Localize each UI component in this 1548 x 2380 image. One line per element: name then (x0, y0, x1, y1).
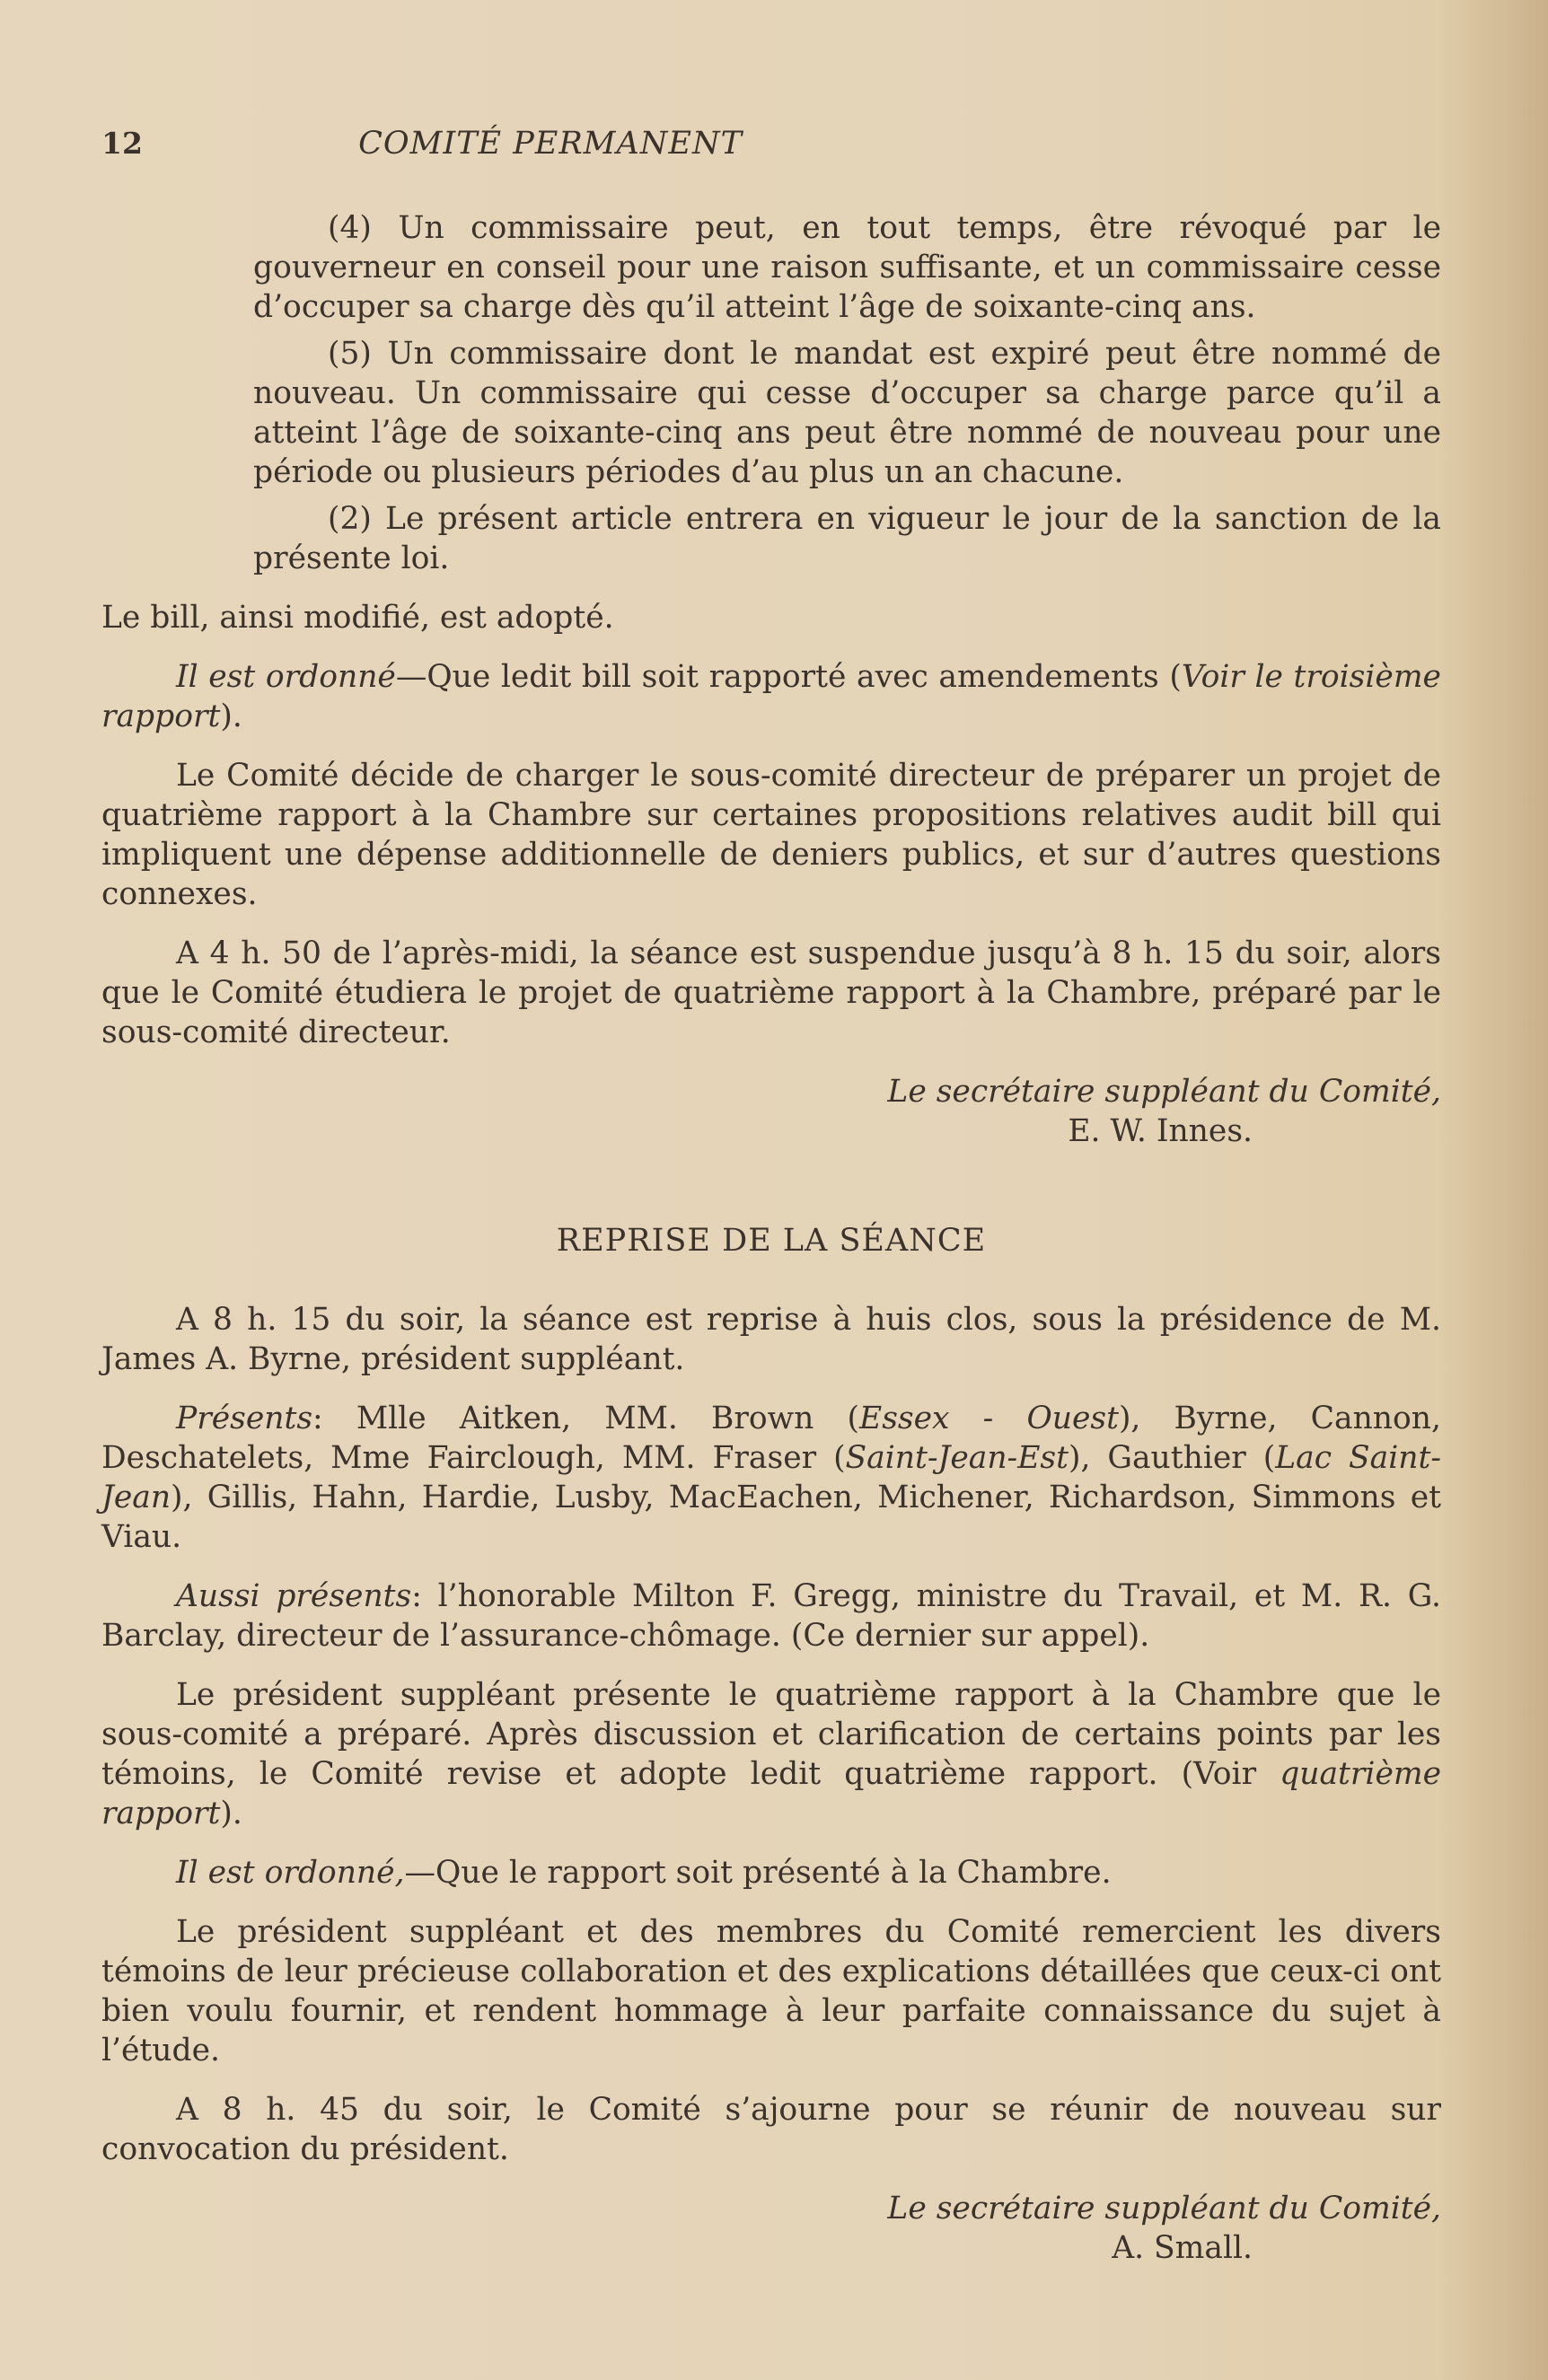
paragraph-president (101, 1675, 1441, 1833)
presents-text-2: ), Byrne, Cannon, Deschatelets, Mme Fairclough, MM. Fraser ( (101, 1401, 1441, 1476)
signature-2 (101, 2189, 1441, 2268)
paragraph-presents (101, 1399, 1441, 1557)
sub-paragraph-4: (4) Un commissaire peut, en tout temps, être révoqué par le gouverneur en conseil pour une raison suffisante, et un commissaire cesse d’occuper sa charge dès qu’il atteint l’âge de soixante-cinq ans. (253, 210, 1441, 325)
signature-role: Le secrétaire suppléant du Comité, (887, 1074, 1441, 1110)
ordonne-text: —Que ledit bill soit rapporté avec amendements ( (395, 659, 1182, 695)
paragraph-suspendue: A 4 h. 50 de l’après-midi, la séance est suspendue jusqu’à 8 h. 15 du soir, alors que le Comité étudiera le projet de quatrième rapport à la Chambre, préparé par le sous-comité directeur. (101, 935, 1441, 1050)
aussi-text: : l’honorable Milton F. Gregg, ministre du Travail, et M. R. G. Barclay, directeur de l’assurance-chômage. (Ce dernier sur appel). (101, 1578, 1441, 1654)
aussi-label: Aussi présents (176, 1578, 412, 1614)
sub-paragraph-5: (5) Un commissaire dont le mandat est expiré peut être nommé de nouveau. Un commissaire qui cesse d’occuper sa charge parce qu’il a atteint l’âge de soixante-cinq ans peut être nommé de nouveau pour une période ou plusieurs périodes d’au plus un an chacune. (253, 336, 1441, 490)
running-title: COMITÉ PERMANENT (358, 126, 743, 162)
ordonne-end: ). (220, 698, 242, 734)
paragraph-remercient: Le président suppléant et des membres du Comité remercient les divers témoins de leur précieuse collaboration et des explications détaillées que ceux-ci ont bien voulu fournir, et rendent hommage à leur parfaite connaissance du sujet à l’étude. (101, 1914, 1441, 2068)
signature-role: Le secrétaire suppléant du Comité, (887, 2191, 1441, 2226)
presents-label: Présents (176, 1401, 313, 1436)
section-heading: REPRISE DE LA SÉANCE (556, 1223, 987, 1259)
paragraph-ordonne-1 (101, 657, 1441, 736)
ordonne-lead: Il est ordonné (176, 659, 396, 695)
signature-name: E. W. Innes. (1068, 1113, 1253, 1149)
president-text: Le président suppléant présente le quatrième rapport à la Chambre que le sous-comité a préparé. Après discussion et clarification de certains points par les témoins, le Comité revise et adopte ledit quatrième rapport. (Voir (101, 1677, 1441, 1792)
paragraph-aussi-presents (101, 1576, 1441, 1655)
sub-paragraph-2: (2) Le présent article entrera en vigueur le jour de la sanction de la présente loi. (253, 501, 1441, 576)
ordonne2-lead: Il est ordonné, (176, 1855, 405, 1891)
page-number: 12 (101, 126, 143, 161)
president-end: ). (220, 1796, 242, 1831)
presents-riding-2: Saint-Jean-Est (845, 1440, 1069, 1476)
paragraph-ajourne: A 8 h. 45 du soir, le Comité s’ajourne pour se réunir de nouveau sur convocation du président. (101, 2092, 1441, 2167)
signature-name: A. Small. (1112, 2230, 1253, 2266)
body-text (101, 208, 1441, 2268)
paragraph-adopte: Le bill, ainsi modifié, est adopté. (101, 600, 614, 636)
paragraph-charge: Le Comité décide de charger le sous-comité directeur de préparer un projet de quatrième rapport à la Chambre sur certaines propositions relatives audit bill qui impliquent une dépense additionnelle de deniers publics, et sur d’autres questions connexes. (101, 758, 1441, 912)
presents-text-3: ), Gauthier ( (1068, 1440, 1276, 1476)
presents-riding-3: Lac Saint-Jean (101, 1440, 1441, 1515)
ordonne2-text: —Que le rapport soit présenté à la Chambre. (404, 1855, 1112, 1891)
presents-text-4: ), Gillis, Hahn, Hardie, Lusby, MacEachen, Michener, Richardson, Simmons et Viau. (101, 1480, 1441, 1555)
president-ref: quatrième rapport (101, 1756, 1441, 1831)
signature-1 (101, 1072, 1441, 1151)
page-header (101, 126, 1457, 171)
presents-riding-1: Essex - Ouest (859, 1401, 1119, 1436)
ordonne-ref: Voir le troisième rapport (101, 659, 1441, 734)
paragraph-ordonne-2 (101, 1853, 1441, 1893)
paragraph-reprise: A 8 h. 15 du soir, la séance est reprise à huis clos, sous la présidence de M. James A. Byrne, président suppléant. (101, 1302, 1441, 1377)
presents-text-1: : Mlle Aitken, MM. Brown ( (312, 1401, 860, 1436)
